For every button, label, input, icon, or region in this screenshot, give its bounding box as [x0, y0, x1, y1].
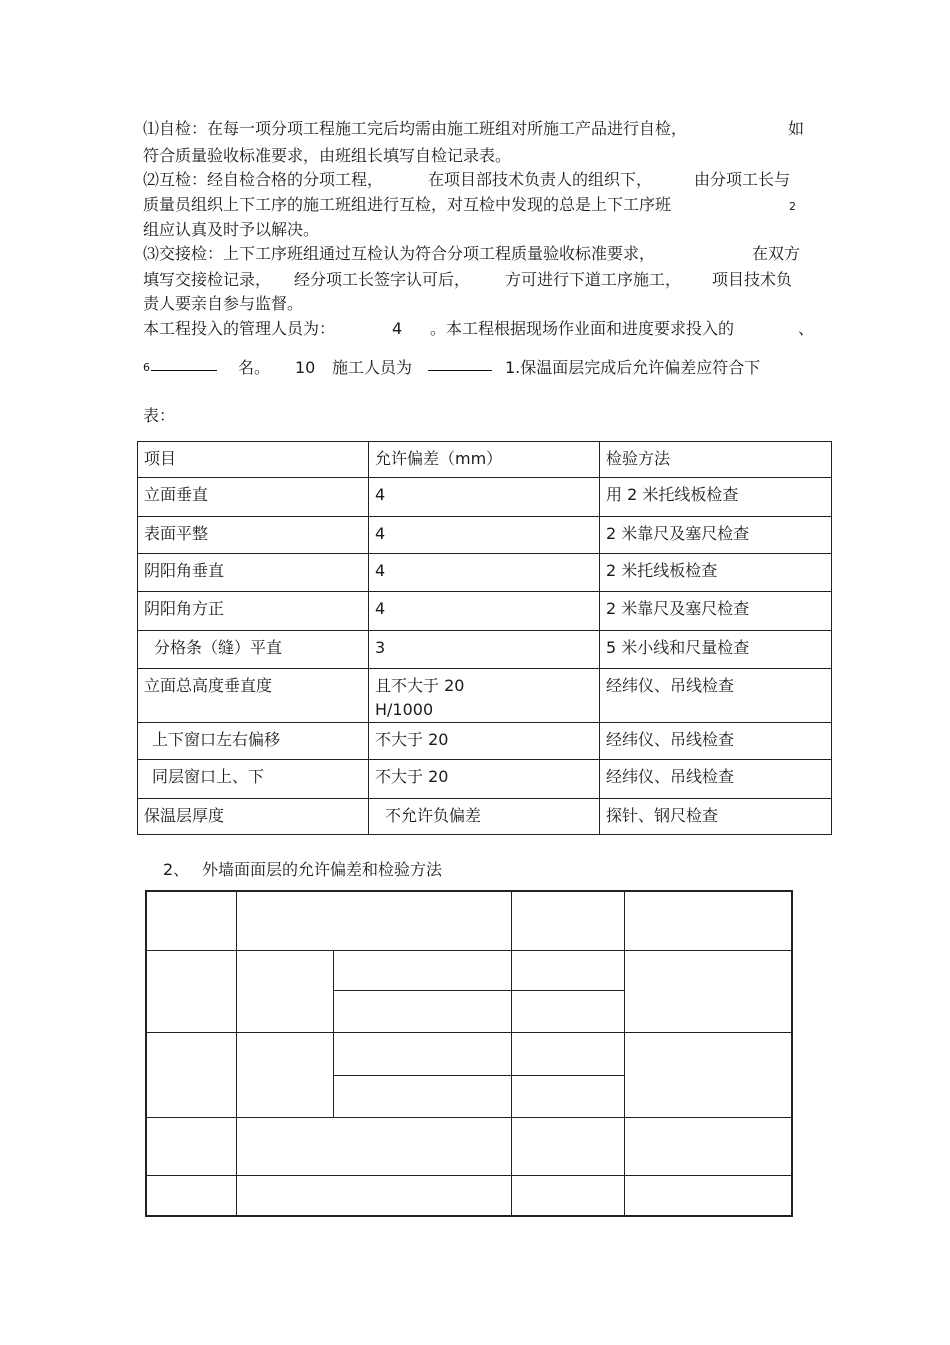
cell-item: 阴阳角方正 — [138, 592, 369, 631]
page-mark: 2 — [789, 200, 796, 213]
table-cell — [146, 1117, 236, 1175]
table-cell — [236, 1117, 511, 1175]
paragraph-workers-label: 施工人员为 — [332, 358, 413, 377]
cell-method: 经纬仪、吊线检查 — [600, 723, 832, 760]
table-cell — [624, 891, 792, 950]
table-row — [138, 554, 832, 592]
paragraph-handover-check-line2d: 项目技术负 — [712, 270, 793, 289]
paragraph-staff-line1-tail: 、 — [798, 319, 815, 338]
facade-tolerance-table — [145, 890, 793, 1217]
table-row — [138, 760, 832, 799]
table-cell — [236, 950, 333, 1032]
table-cell — [511, 1033, 624, 1075]
fill-in-ten: 10 — [295, 358, 316, 377]
cell-method: 经纬仪、吊线检查 — [600, 760, 832, 799]
cell-item: 上下窗口左右偏移 — [138, 723, 369, 760]
paragraph-self-check-line1-tail: 如 — [788, 119, 805, 138]
table-row — [138, 592, 832, 631]
table-cell — [624, 1117, 792, 1175]
table-row — [138, 723, 832, 760]
cell-method: 经纬仪、吊线检查 — [600, 669, 832, 723]
paragraph-insulation-intro: 1.保温面层完成后允许偏差应符合下 — [505, 358, 761, 377]
paragraph-staff-ming: 名。 — [238, 358, 271, 377]
table-cell — [146, 1176, 236, 1216]
table-cell — [624, 950, 792, 1032]
table-row — [138, 799, 832, 835]
fill-in-blank-1 — [151, 370, 217, 371]
table-row — [138, 517, 832, 554]
cell-tolerance: 3 — [369, 631, 600, 669]
table-cell — [236, 891, 511, 950]
cell-tolerance — [369, 669, 600, 723]
header-item: 项目 — [138, 442, 369, 478]
table-cell — [236, 1176, 511, 1216]
table-cell — [511, 950, 624, 990]
cell-method: 5 米小线和尺量检查 — [600, 631, 832, 669]
table-cell — [333, 1033, 511, 1075]
table-cell — [511, 991, 624, 1033]
paragraph-mutual-check-line1-tail: 由分项工长与 — [694, 170, 791, 189]
cell-item: 阴阳角垂直 — [138, 554, 369, 592]
table-cell — [624, 1033, 792, 1118]
table-row — [146, 1033, 792, 1075]
cell-tolerance: 4 — [369, 554, 600, 592]
cell-item: 立面总高度垂直度 — [138, 669, 369, 723]
header-tolerance: 允许偏差（mm） — [369, 442, 600, 478]
table-row — [138, 631, 832, 669]
cell-item: 保温层厚度 — [138, 799, 369, 835]
cell-item: 同层窗口上、下 — [138, 760, 369, 799]
cell-item: 分格条（缝）平直 — [138, 631, 369, 669]
cell-tolerance: 不大于 20 — [369, 760, 600, 799]
table-cell — [333, 991, 511, 1033]
table-cell — [146, 950, 236, 1032]
cell-tolerance: 4 — [369, 478, 600, 517]
cell-item: 表面平整 — [138, 517, 369, 554]
cell-tolerance-line1: 且不大于 20 — [375, 676, 465, 695]
table-cell — [511, 891, 624, 950]
paragraph-handover-check-line1-tail: 在双方 — [752, 244, 801, 263]
paragraph-mutual-check-line3: 组应认真及时予以解决。 — [143, 220, 320, 239]
header-method: 检验方法 — [600, 442, 832, 478]
section2-number: 2、 — [163, 860, 190, 879]
cell-method: 探针、钢尺检查 — [600, 799, 832, 835]
insulation-tolerance-table — [137, 441, 832, 835]
paragraph-staff-line1b: 。本工程根据现场作业面和进度要求投入的 — [430, 319, 735, 338]
managers-count: 4 — [392, 319, 403, 338]
table-cell — [236, 1033, 333, 1118]
table-cell — [624, 1176, 792, 1216]
table-row — [146, 1176, 792, 1216]
cell-method: 2 米靠尺及塞尺检查 — [600, 517, 832, 554]
table-row — [138, 669, 832, 723]
table-cell — [146, 1033, 236, 1118]
table-cell — [333, 950, 511, 990]
table-row — [138, 478, 832, 517]
cell-tolerance: 4 — [369, 517, 600, 554]
fill-in-blank-2 — [428, 370, 492, 371]
table-row — [146, 950, 792, 990]
table-cell — [511, 1075, 624, 1117]
section2-title: 外墙面面层的允许偏差和检验方法 — [202, 860, 443, 879]
paragraph-handover-check-line2a: 填写交接检记录， — [143, 270, 272, 289]
table-cell — [511, 1117, 624, 1175]
table-cell — [511, 1176, 624, 1216]
paragraph-self-check-line1: ⑴自检：在每一项分项工程施工完后均需由施工班组对所施工产品进行自检， — [143, 119, 688, 138]
cell-tolerance-line2: H/1000 — [375, 700, 434, 719]
cell-tolerance: 4 — [369, 592, 600, 631]
table-header-row — [138, 442, 832, 478]
paragraph-handover-check-line2b: 经分项工长签字认可后， — [294, 270, 471, 289]
cell-method: 2 米靠尺及塞尺检查 — [600, 592, 832, 631]
cell-method: 2 米托线板检查 — [600, 554, 832, 592]
cell-method: 用 2 米托线板检查 — [600, 478, 832, 517]
table-row — [146, 1117, 792, 1175]
table-row — [146, 891, 792, 950]
cell-item: 立面垂直 — [138, 478, 369, 517]
paragraph-mutual-check-line1-mid: 在项目部技术负责人的组织下， — [428, 170, 653, 189]
paragraph-table-label: 表： — [143, 406, 176, 425]
cell-tolerance: 不允许负偏差 — [369, 799, 600, 835]
paragraph-mutual-check-line1: ⑵互检：经自检合格的分项工程， — [143, 170, 384, 189]
cell-tolerance: 不大于 20 — [369, 723, 600, 760]
table-cell — [146, 891, 236, 950]
paragraph-handover-check-line1: ⑶交接检：上下工序班组通过互检认为符合分项工程质量验收标准要求， — [143, 244, 656, 263]
fill-in-six: 6 — [143, 361, 150, 374]
paragraph-mutual-check-line2: 质量员组织上下工序的施工班组进行互检，对互检中发现的总是上下工序班 — [143, 195, 672, 214]
paragraph-self-check-line2: 符合质量验收标准要求，由班组长填写自检记录表。 — [143, 146, 512, 165]
paragraph-staff-line1a: 本工程投入的管理人员为： — [143, 319, 336, 338]
table-cell — [333, 1075, 511, 1117]
paragraph-handover-check-line2c: 方可进行下道工序施工， — [505, 270, 682, 289]
paragraph-handover-check-line3: 责人要亲自参与监督。 — [143, 294, 304, 313]
